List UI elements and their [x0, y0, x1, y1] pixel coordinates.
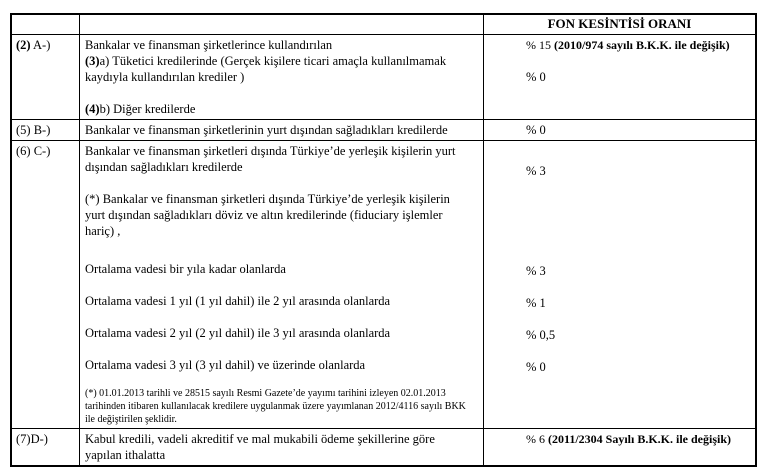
fund-deduction-rate-table [10, 13, 757, 467]
row-c-rate-maturity-3: % 0,5 [526, 328, 556, 342]
row-a-label-number: (2) [16, 38, 31, 52]
row-a-rate-1 [526, 37, 751, 53]
row-c-rate-maturity-1: % 3 [526, 264, 546, 278]
row-a-description [80, 35, 484, 119]
row-d-rate-line [526, 431, 751, 447]
row-c [12, 140, 755, 428]
header-row [12, 15, 755, 34]
row-c-description [80, 141, 484, 428]
row-a-item-a-number: (3) [85, 54, 100, 68]
row-d-label: (7)D-) [12, 429, 80, 465]
row-b-description: Bankalar ve finansman şirketlerinin yurt dışından sağladıkları kredilerde [80, 120, 484, 140]
row-c-footnote: (*) 01.01.2013 tarihli ve 28515 sayılı Resmi Gazete’de yayımı tarihini izleyen 02.01.2013 tarihinden itibaren kullanılacak kredilere uygulanmak üzere yayımlanan 2012/4116 sayılı BKK ile değiştirilen şeklidir. [85, 388, 466, 425]
row-d-rate-value: % 6 [526, 432, 548, 446]
row-a-item-b [85, 101, 473, 117]
row-a-item-b-text: b) Diğer kredilerde [99, 102, 196, 116]
row-d-description: Kabul kredili, vadeli akreditif ve mal mukabili ödeme şekillerine göre yapılan ithalatta [80, 429, 484, 465]
row-b-rate: % 0 [526, 123, 546, 137]
row-a-line1: Bankalar ve finansman şirketlerince kullandırılan [85, 38, 333, 52]
rate-column-header: FON KESİNTİSİ ORANI [547, 16, 692, 31]
row-c-rate-maturity-2: % 1 [526, 296, 546, 310]
row-c-para1: Bankalar ve finansman şirketleri dışında Türkiye’de yerleşik kişilerin yurt dışından sağladıkları kredilerde [85, 144, 456, 174]
row-a-item-a [85, 53, 473, 85]
row-a-rate-1-decree: (2010/974 sayılı B.K.K. ile değişik) [554, 38, 730, 52]
row-c-maturity-3: Ortalama vadesi 2 yıl (2 yıl dahil) ile 3 yıl arasında olanlarda [85, 326, 391, 340]
row-a-item-b-number: (4) [85, 102, 100, 116]
row-c-label: (6) C-) [12, 141, 80, 428]
row-d [12, 428, 755, 465]
row-c-rate-main: % 3 [526, 164, 546, 178]
header-label-cell [12, 15, 80, 34]
row-a-rate-1-value: % 15 [526, 38, 554, 52]
row-c-rates [484, 141, 755, 428]
row-a [12, 34, 755, 119]
header-description-cell [80, 15, 484, 34]
row-a-item-a-text: a) Tüketici kredilerinde (Gerçek kişilere ticari amaçla kullanılmamak kaydıyla kullandırılan krediler ) [85, 54, 447, 84]
row-c-rate-maturity-4: % 0 [526, 360, 546, 374]
row-a-label [12, 35, 80, 119]
row-b-label: (5) B-) [12, 120, 80, 140]
row-d-rate-decree: (2011/2304 Sayılı B.K.K. ile değişik) [548, 432, 732, 446]
row-c-maturity-1: Ortalama vadesi bir yıla kadar olanlarda [85, 262, 286, 276]
row-c-para2: (*) Bankalar ve finansman şirketleri dışında Türkiye’de yerleşik kişilerin yurt dışından sağladıkları döviz ve altın kredilerinde (fiduciary işlemler hariç) , [85, 192, 450, 238]
row-a-rate-2: % 0 [526, 70, 546, 84]
row-c-maturity-4: Ortalama vadesi 3 yıl (3 yıl dahil) ve üzerinde olanlarda [85, 358, 366, 372]
row-c-maturity-2: Ortalama vadesi 1 yıl (1 yıl dahil) ile 2 yıl arasında olanlarda [85, 294, 391, 308]
row-a-rates [484, 35, 755, 119]
row-b [12, 119, 755, 140]
row-a-label-letter: A-) [30, 38, 51, 52]
